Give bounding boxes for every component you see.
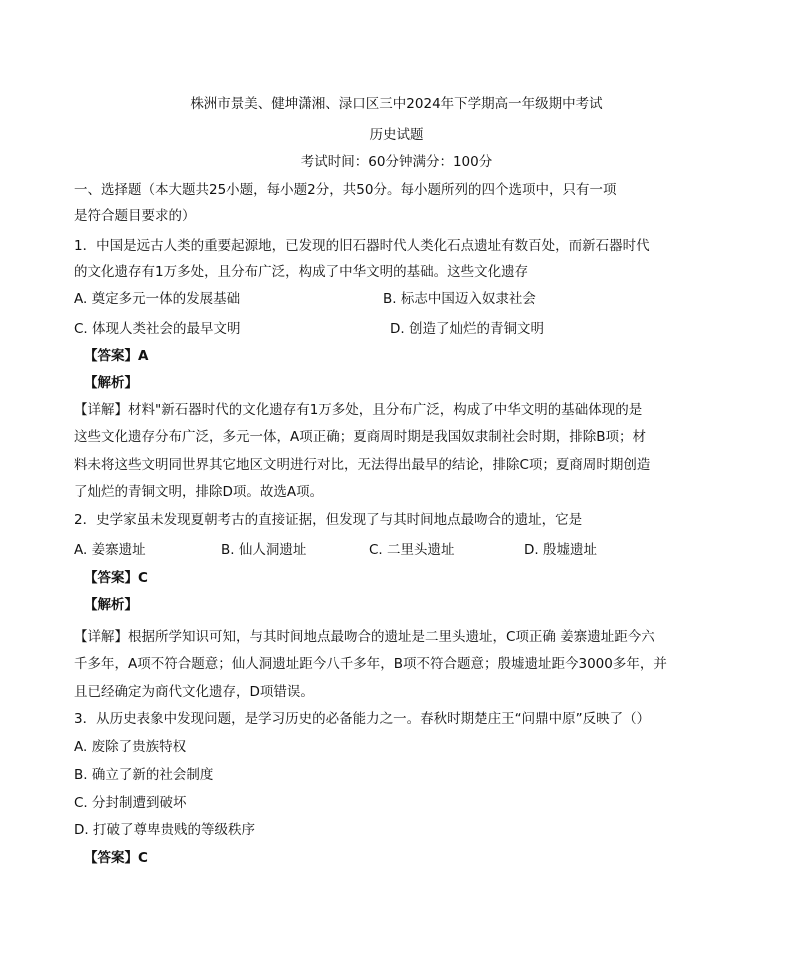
q3-option-a: A. 废除了贵族特权: [74, 739, 187, 755]
q2-detail-line1: 【详解】根据所学知识可知，与其时间地点最吻合的遗址是二里头遗址，C项正确 姜寨遗址距今六: [74, 629, 655, 645]
q2-option-d: D. 殷墟遗址: [524, 542, 597, 558]
q3-option-b: B. 确立了新的社会制度: [74, 767, 214, 783]
q1-option-c: C. 体现人类社会的最早文明: [74, 321, 241, 337]
q3-option-c: C. 分封制遭到破坏: [74, 795, 187, 811]
q1-answer: 【答案】A: [84, 348, 149, 364]
q1-option-a: A. 奠定多元一体的发展基础: [74, 291, 241, 307]
q1-detail-line1: 【详解】材料"新石器时代的文化遗存有1万多处，且分布广泛，构成了中华文明的基础体现的是: [74, 402, 643, 418]
q1-stem-line1: 1．中国是远古人类的重要起源地，已发现的旧石器时代人类化石点遗址有数百处，而新石器时代: [74, 238, 650, 254]
q2-detail-line3: 且已经确定为商代文化遗存，D项错误。: [74, 684, 314, 700]
q2-option-a: A. 姜寨遗址: [74, 542, 146, 558]
section-instructions-line2: 是符合题目要求的）: [74, 208, 196, 224]
q1-analysis-label: 【解析】: [84, 375, 138, 391]
q1-detail-line4: 了灿烂的青铜文明，排除D项。故选A项。: [74, 484, 324, 500]
q2-detail-line2: 千多年，A项不符合题意；仙人洞遗址距今八千多年，B项不符合题意；殷墟遗址距今3000多年，并: [74, 656, 667, 672]
q2-stem: 2．史学家虽未发现夏朝考古的直接证据，但发现了与其时间地点最吻合的遗址，它是: [74, 512, 583, 528]
q2-option-b: B. 仙人洞遗址: [221, 542, 307, 558]
q1-detail-line2: 这些文化遗存分布广泛，多元一体，A项正确；夏商周时期是我国奴隶制社会时期，排除B项；材: [74, 429, 646, 445]
q1-stem-line2: 的文化遗存有1万多处，且分布广泛，构成了中华文明的基础。这些文化遗存: [74, 264, 529, 280]
exam-title: 株洲市景美、健坤潇湘、渌口区三中2024年下学期高一年级期中考试: [190, 96, 603, 112]
q1-option-d: D. 创造了灿烂的青铜文明: [390, 321, 544, 337]
q3-option-d: D. 打破了尊卑贵贱的等级秩序: [74, 822, 255, 838]
q1-option-b: B. 标志中国迈入奴隶社会: [383, 291, 536, 307]
section-instructions-line1: 一、选择题（本大题共25小题，每小题2分，共50分。每小题所列的四个选项中，只有一项: [74, 182, 617, 198]
q3-answer: 【答案】C: [84, 850, 148, 866]
q3-stem: 3．从历史表象中发现问题，是学习历史的必备能力之一。春秋时期楚庄王“问鼎中原”反映了（）: [74, 711, 651, 727]
q1-detail-line3: 料未将这些文明同世界其它地区文明进行对比，无法得出最早的结论，排除C项；夏商周时期创造: [74, 457, 651, 473]
q2-option-c: C. 二里头遗址: [369, 542, 455, 558]
q2-answer: 【答案】C: [84, 570, 148, 586]
exam-info: 考试时间：60分钟满分：100分: [300, 154, 493, 170]
q2-analysis-label: 【解析】: [84, 597, 138, 613]
exam-subject: 历史试题: [369, 127, 424, 143]
